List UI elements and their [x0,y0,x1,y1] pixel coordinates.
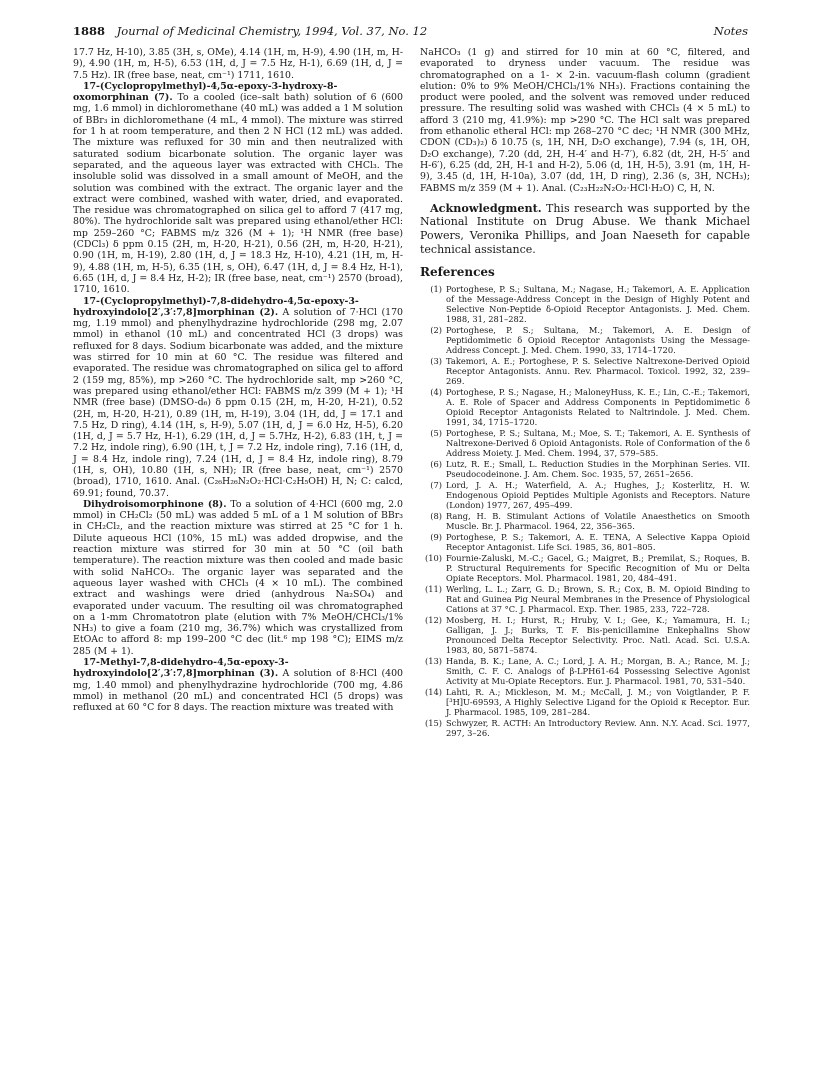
reference-text: Schwyzer, R. ACTH: An Introductory Review. Ann. N.Y. Acad. Sci. 1977, 297, 3–26. [446,717,750,738]
paragraph [73,47,403,81]
paragraph [73,657,403,713]
reference-number: (10) [424,552,442,563]
acknowledgment-text: This research was supported by the National Institute on Drug Abuse. We thank Michael Powers, Veronika Phillips, and Joan Naeseth for capable technical assistance. [420,201,750,256]
references-heading: References [420,265,495,280]
reference-text: Lord, J. A. H.; Waterfield, A. A.; Hughes, J.; Kosterlitz, H. W. Endogenous Opioid Peptides Multiple Agonists and Receptors. Nature (London) 1977, 267, 495–499. [446,479,750,510]
reference-number: (4) [430,386,442,397]
reference-item [420,584,750,614]
right-column [420,47,750,739]
reference-item [420,325,750,355]
paragraph-text: To a solution of 4·HCl (600 mg, 2.0 mmol) in CH₂Cl₂ (50 mL) was added 5 mL of a 1 M solution of BBr₃ in CH₂Cl₂, and the reaction mixture was stirred at 25 °C for 1 h. Dilute aqueous HCl (10%, 15 mL) was added dropwise, and the reaction mixture was stirred for 30 min at 50 °C (oil bath temperature). The reaction mixture was then cooled and made basic with solid NaHCO₃. The organic layer was separated and the aqueous layer washed with CHCl₃ (4 × 10 mL). The combined extract and washings were dried (anhydrous Na₂SO₄) and evaporated under vacuum. The resulting oil was chromatographed on a 1-mm Chromatotron plate (elution with 7% MeOH/CHCl₃/1% NH₃) to give a foam (210 mg, 36.7%) which was crystallized from EtOAc to afford 8: mp 199–200 °C dec (lit.⁶ mp 198 °C); EIMS m/z 285 (M + 1). [73,498,403,657]
reference-text: Takemori, A. E.; Portoghese, P. S. Selective Naltrexone-Derived Opioid Receptor Antagonists. Annu. Rev. Pharmacol. Toxicol. 1992, 32, 239–269. [446,355,750,386]
reference-text: Mosberg, H. I.; Hurst, R.; Hruby, V. I.; Gee, K.; Yamamura, H. I.; Galligan, J. J.; Burks, T. F. Bis-penicillamine Enkephalins Show Pronounced Delta Receptor Selectivity. Proc. Natl. Acad. Sci. U.S.A. 1983, 80, 5871–5874. [446,614,750,655]
acknowledgment [420,202,750,256]
reference-number: (3) [430,355,442,366]
paragraph [73,499,403,657]
paragraph [73,81,403,296]
reference-item [420,687,750,717]
reference-item [420,656,750,686]
acknowledgment-title: Acknowledgment. [430,200,542,215]
reference-number: (2) [430,324,442,335]
reference-text: Lahti, R. A.; Mickleson, M. M.; McCall, J. M.; von Voigtlander, P. F. [³H]U-69593, A Highly Selective Ligand for the Opioid κ Receptor. Eur. J. Pharmacol. 1985, 109, 281–284. [446,686,750,717]
reference-text: Portoghese, P. S.; Sultana, M.; Takemori, A. E. Design of Peptidomimetic δ Opioid Receptor Antagonists Using the Message-Address Concept. J. Med. Chem. 1990, 33, 1714–1720. [446,324,750,355]
reference-item [420,615,750,655]
reference-text: Lutz, R. E.; Small, L. Reduction Studies in the Morphinan Series. VII. Pseudocodeinone. J. Am. Chem. Soc. 1935, 57, 2651–2656. [446,458,750,479]
reference-list [420,284,750,738]
reference-text: Portoghese, P. S.; Takemori, A. E. TENA, A Selective Kappa Opioid Receptor Antagonist. Life Sci. 1985, 36, 801–805. [446,531,750,552]
paragraph-text: A solution of 7·HCl (170 mg, 1.19 mmol) and phenylhydrazine hydrochloride (298 mg, 2.07 mmol) in ethanol (10 mL) and concentrated HCl (3 drops) was refluxed for 8 days. Sodium bicarbonate was added, and the mixture was stirred for 10 min at 60 °C. The residue was filtered and evaporated. The residue was chromatographed on silica gel to afford 2 (159 mg, 85%), mp >260 °C. The hydrochloride salt, mp >260 °C, was prepared using ethanol/ether HCl: FABMS m/z 399 (M + 1); ¹H NMR (free base) (DMSO-d₆) δ ppm 0.15 (2H, m, H-20, H-21), 0.52 (2H, m, H-20, H-21), 0.89 (1H, m, H-19), 3.04 (1H, dd, J = 17.1 and 7.5 Hz, D ring), 4.14 (1H, s, H-9), 5.07 (1H, d, J = 6.0 Hz, H-5), 6.20 (1H, d, J = 5.7 Hz, H-1), 6.29 (1H, d, J = 5.7Hz, H-2), 6.83 (1H, t, J = 7.2 Hz, indole ring), 6.90 (1H, t, J = 7.2 Hz, indole ring), 7.16 (1H, d, J = 8.4 Hz, indole ring), 7.24 (1H, d, J = 8.4 Hz, indole ring), 8.79 (1H, s, OH), 10.80 (1H, s, NH); IR (free base, neat, cm⁻¹) 2570 (broad), 1710, 1610. Anal. (C₂₆H₂₆N₂O₂·HCl·C₂H₅OH) H, N; C: calcd, 69.91; found, 70.37. [73,306,403,499]
reference-number: (1) [430,283,442,294]
continuation-paragraph: NaHCO₃ (1 g) and stirred for 10 min at 60 °C, filtered, and evaporated to dryness under vacuum. The residue was chromatographed on a 1- × 2-in. vacuum-flash column (gradient elution: 0% to 9% MeOH/CHCl₃/1% NH₃). Fractions containing the product were pooled, and the solvent was removed under reduced pressure. The resulting solid was washed with CHCl₃ (4 × 5 mL) to afford 3 (210 mg, 41.9%): mp >290 °C. The HCl salt was prepared from ethanolic etheral HCl: mp 268–270 °C dec; ¹H NMR (300 MHz, CDON (CD₃)₂) δ 10.75 (s, 1H, NH, D₂O exchange), 7.94 (s, 1H, OH, D₂O exchange), 7.20 (dd, 2H, H-4′ and H-7′), 6.82 (dt, 2H, H-5′ and H-6′), 6.25 (dd, 2H, H-1 and H-2), 5.06 (d, 1H, H-5), 3.91 (m, 1H, H-9), 3.45 (d, 1H, H-10a), 3.07 (dd, 1H, D ring), 2.36 (s, 3H, NCH₃); FABMS m/z 359 (M + 1). Anal. (C₂₃H₂₂N₂O₂·HCl·H₂O) C, H, N. [420,47,750,194]
reference-number: (9) [430,531,442,542]
paragraph-title: 17-(Cyclopropylmethyl)-7,8-didehydro-4,5α-epoxy-3-hydroxyindolo[2′,3′:7,8]morphinan (2). [73,295,359,318]
reference-text: Portoghese, P. S.; Sultana, M.; Nagase, H.; Takemori, A. E. Application of the Message-Address Concept in the Design of Highly Potent and Selective Non-Peptide δ-Opioid Receptor Antagonists. J. Med. Chem. 1988, 31, 281–282. [446,283,750,324]
reference-item [420,511,750,531]
reference-item [420,428,750,458]
reference-item [420,387,750,427]
reference-text: Portoghese, P. S.; Nagase, H.; MaloneyHuss, K. E.; Lin, C.-E.; Takemori, A. E. Role of Spacer and Address Components in Peptidomimetic δ Opioid Receptor Antagonists Related to Naltrindole. J. Med. Chem. 1991, 34, 1715–1720. [446,386,750,427]
paragraph [73,296,403,499]
reference-number: (6) [430,458,442,469]
reference-number: (7) [430,479,442,490]
page-number: 1888 [73,24,106,38]
paragraph-title: 17-(Cyclopropylmethyl)-4,5α-epoxy-3-hydroxy-8-oxomorphinan (7). [73,80,338,104]
reference-number: (12) [424,614,442,625]
reference-text: Werling, L. L.; Zarr, G. D.; Brown, S. R.; Cox, B. M. Opioid Binding to Rat and Guinea Pig Neural Membranes in the Presence of Physiological Cations at 37 °C. J. Pharmacol. Exp. Ther. 1985, 233, 722–728. [446,583,750,614]
reference-number: (13) [424,655,442,666]
reference-item [420,356,750,386]
reference-number: (8) [430,510,442,521]
paragraph-title: Dihydroisomorphinone (8). [83,498,227,510]
reference-number: (5) [430,427,442,438]
paragraph-text: To a cooled (ice–salt bath) solution of 6 (600 mg, 1.6 mmol) in dichloromethane (40 mL) was added a 1 M solution of BBr₃ in dichloromethane (4 mL, 4 mmol). The mixture was stirred for 1 h at room temperature, and then 2 N HCl (12 mL) was added. The mixture was refluxed for 30 min and then neutralized with saturated sodium bicarbonate solution. The organic layer was separated, and the aqueous layer was extracted with CHCl₃. The insoluble solid was dissolved in a small amount of MeOH, and the solution was combined with the extract. The organic layer and the extract were combined, washed with water, dried, and evaporated. The residue was chromatographed on silica gel to afford 7 (417 mg, 80%). The hydrochloride salt was prepared using ethanol/ether HCl: mp 259–260 °C; FABMS m/z 326 (M + 1); ¹H NMR (free base) (CDCl₃) δ ppm 0.15 (2H, m, H-20, H-21), 0.56 (2H, m, H-20, H-21), 0.90 (1H, m, H-19), 2.80 (1H, d, J = 18.3 Hz, H-10), 4.21 (1H, m, H-9), 4.88 (1H, m, H-5), 6.35 (1H, s, OH), 6.47 (1H, d, J = 8.4 Hz, H-1), 6.65 (1H, d, J = 8.4 Hz, H-2); IR (free base, neat, cm⁻¹) 2570 (broad), 1710, 1610. [73,92,403,296]
reference-item [420,532,750,552]
reference-number: (11) [424,583,442,594]
header-left [73,24,427,40]
reference-number: (14) [424,686,442,697]
section-name: Notes [713,24,748,38]
paragraph-text: A solution of 8·HCl (400 mg, 1.40 mmol) and phenylhydrazine hydrochloride (700 mg, 4.86 mmol) in methanol (20 mL) and concentrated HCl (5 drops) was refluxed at 60 °C for 8 days. The reaction mixture was treated with [73,668,403,714]
paragraph-title: 17-Methyl-7,8-didehydro-4,5α-epoxy-3-hydroxyindolo[2′,3′:7,8]morphinan (3). [73,657,289,680]
running-header [73,24,748,40]
reference-number: (15) [424,717,442,728]
reference-item [420,459,750,479]
reference-item [420,480,750,510]
reference-item [420,718,750,738]
reference-text: Handa, B. K.; Lane, A. C.; Lord, J. A. H.; Morgan, B. A.; Rance, M. J.; Smith, C. F. C. Analogs of β-LPH61-64 Possessing Selective Agonist Activity at Mu-Opiate Receptors. Eur. J. Pharmacol. 1981, 70, 531–540. [446,655,750,686]
reference-item [420,284,750,324]
journal-citation: Journal of Medicinal Chemistry, 1994, Vol. 37, No. 12 [116,24,428,38]
reference-item [420,553,750,583]
reference-text: Rang, H. B. Stimulant Actions of Volatile Anaesthetics on Smooth Muscle. Br. J. Pharmacol. 1964, 22, 356–365. [446,510,750,531]
reference-text: Fournie-Zaluski, M.-C.; Gacel, G.; Maigret, B.; Premilat, S.; Roques, B. P. Structural Requirements for Specific Recognition of Mu or Delta Opiate Receptors. Mol. Pharmacol. 1981, 20, 484–491. [446,552,750,583]
left-column [73,47,403,714]
reference-text: Portoghese, P. S.; Sultana, M.; Moe, S. T.; Takemori, A. E. Synthesis of Naltrexone-Derived δ Opioid Antagonists. Role of Conformation of the δ Address Moiety. J. Med. Chem. 1994, 37, 579–585. [446,427,750,458]
paragraph-text: 17.7 Hz, H-10), 3.85 (3H, s, OMe), 4.14 (1H, m, H-9), 4.90 (1H, m, H-9), 4.90 (1H, m, H-5), 6.53 (1H, d, J = 7.5 Hz, H-1), 6.69 (1H, d, J = 7.5 Hz). IR (free base, neat, cm⁻¹) 1711, 1610. [73,47,403,81]
